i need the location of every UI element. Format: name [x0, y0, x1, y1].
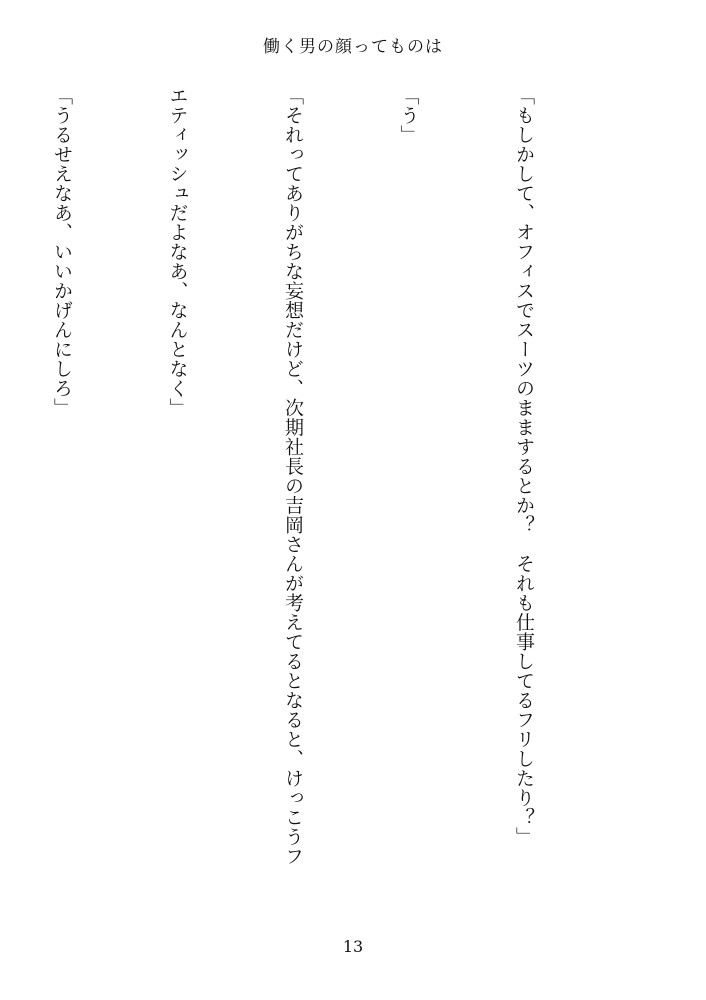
text-line: エティッシュだよなあ、なんとなく」: [166, 86, 189, 418]
page-number: 13: [342, 937, 364, 956]
text-line: 「それってありがちな妄想だけど、次期社長の吉岡さんが考えてるとなると、けっこうフ: [282, 86, 304, 866]
running-title: 働く男の顔ってものは: [263, 37, 443, 57]
text-line: 「う」: [397, 86, 420, 145]
text-line: 「もしかして、オフィスでスーツのままするとか？ それも仕事してるフリしたり？」: [513, 86, 535, 847]
text-line: 「うるせえなあ、いいかげんにしろ」: [51, 86, 73, 418]
novel-text-block: [0, 86, 620, 906]
